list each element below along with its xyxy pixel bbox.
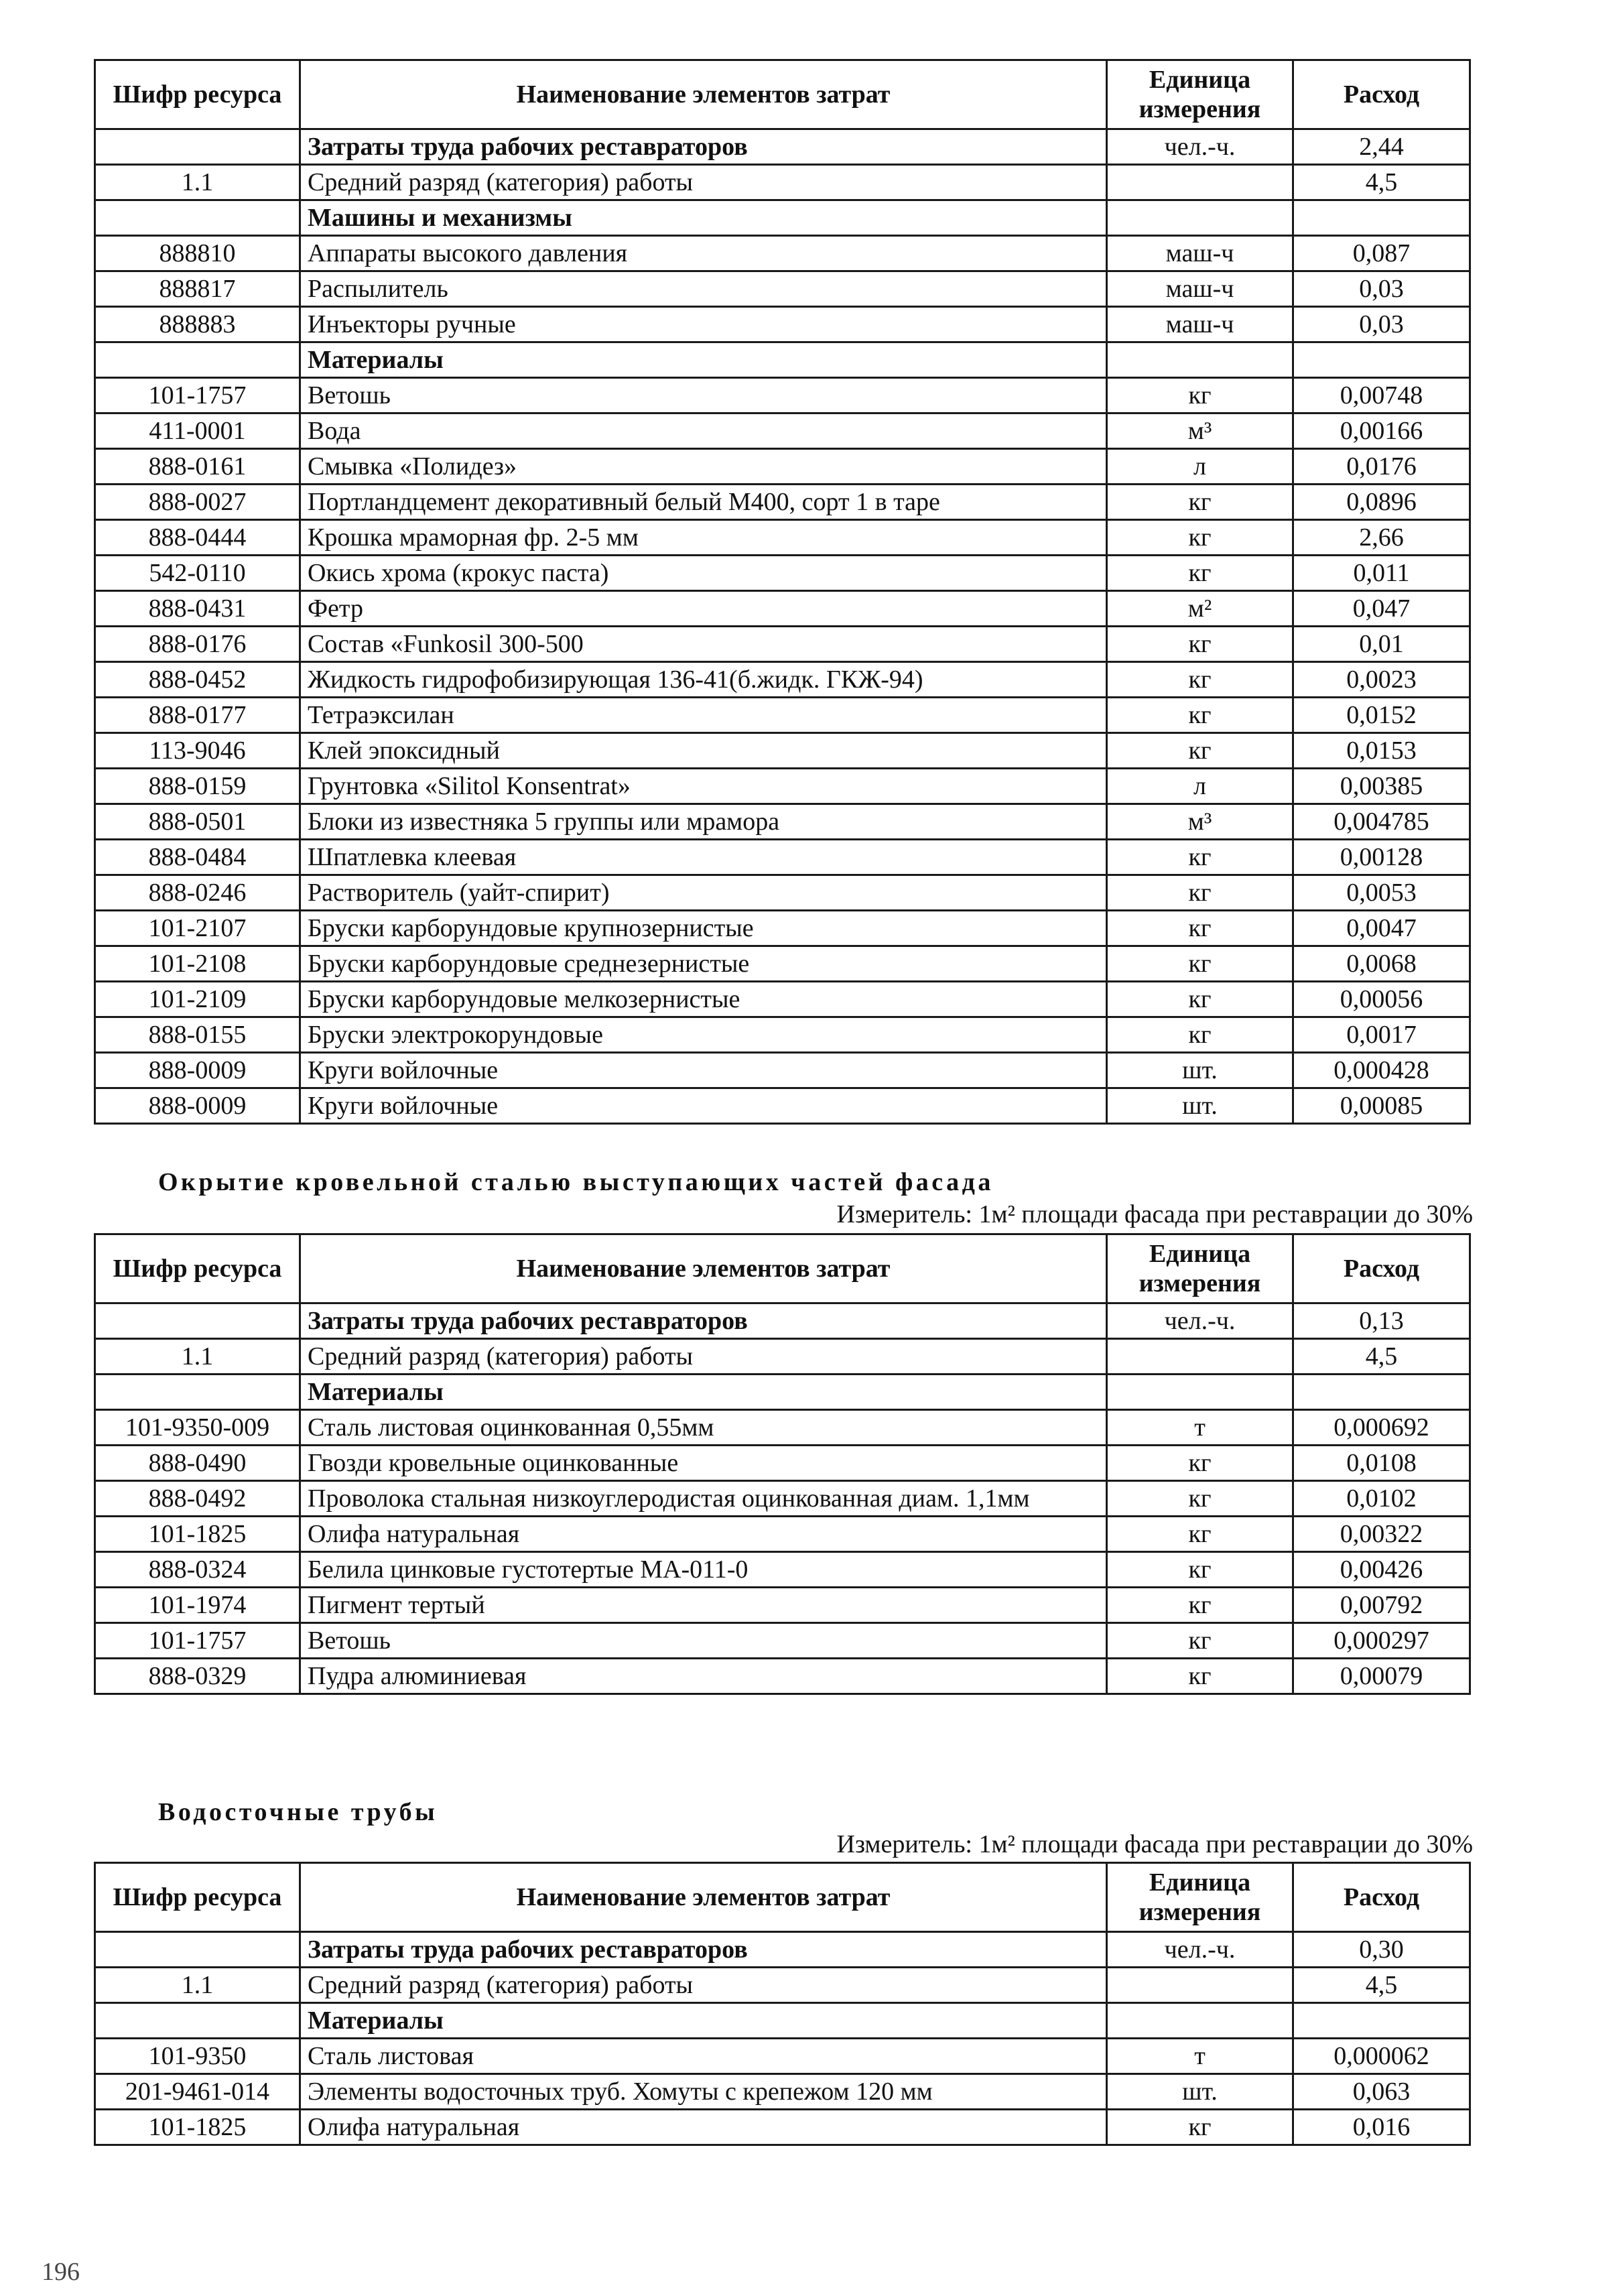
resource-code-cell: 542-0110: [95, 556, 300, 591]
unit-cell: [1107, 200, 1293, 236]
consumption-cell: 0,004785: [1293, 804, 1470, 840]
resource-code-cell: 101-9350: [95, 2039, 300, 2074]
resource-code-cell: 101-2108: [95, 946, 300, 982]
table-row: [95, 1017, 1470, 1053]
consumption-cell: 0,00748: [1293, 378, 1470, 413]
table-row: [95, 378, 1470, 413]
consumption-cell: 2,44: [1293, 129, 1470, 165]
resource-code-cell: 888-0161: [95, 449, 300, 485]
section-measure-roofing: Измеритель: 1м² площади фасада при реставрации до 30%: [836, 1200, 1473, 1228]
item-name-cell: Блоки из известняка 5 группы или мрамора: [300, 804, 1107, 840]
resource-code-cell: 1.1: [95, 165, 300, 200]
table-row: [95, 2074, 1470, 2110]
resource-code-cell: 888810: [95, 236, 300, 271]
resource-code-cell: 101-1974: [95, 1588, 300, 1623]
resource-code-cell: 888-0492: [95, 1481, 300, 1517]
page-number: 196: [42, 2258, 80, 2286]
resource-code-cell: 888-0155: [95, 1017, 300, 1053]
resource-code-cell: [95, 2003, 300, 2039]
item-name-cell: Жидкость гидрофобизирующая 136-41(б.жидк. ГКЖ-94): [300, 662, 1107, 698]
header-name: Наименование элементов затрат: [300, 60, 1107, 129]
consumption-cell: 0,0153: [1293, 733, 1470, 769]
resource-code-cell: 411-0001: [95, 413, 300, 449]
section-title-drainpipes: Водосточные трубы: [158, 1798, 438, 1826]
table-row: [95, 875, 1470, 911]
resource-code-cell: 888-0159: [95, 769, 300, 804]
consumption-cell: 0,00792: [1293, 1588, 1470, 1623]
item-name-cell: Бруски электрокорундовые: [300, 1017, 1107, 1053]
item-name-cell: Тетраэксилан: [300, 698, 1107, 733]
consumption-cell: [1293, 1375, 1470, 1410]
header-name: Наименование элементов затрат: [300, 1863, 1107, 1932]
resource-code-cell: [95, 129, 300, 165]
item-name-cell: Затраты труда рабочих реставраторов: [300, 129, 1107, 165]
resource-code-cell: 888817: [95, 271, 300, 307]
item-name-cell: Затраты труда рабочих реставраторов: [300, 1932, 1107, 1968]
table-row: [95, 911, 1470, 946]
section-row: [95, 1375, 1470, 1410]
table-row: [95, 271, 1470, 307]
item-name-cell: Сталь листовая: [300, 2039, 1107, 2074]
unit-cell: [1107, 1375, 1293, 1410]
consumption-cell: 0,00128: [1293, 840, 1470, 875]
unit-cell: [1107, 342, 1293, 378]
unit-cell: т: [1107, 2039, 1293, 2074]
resource-code-cell: 888-0246: [95, 875, 300, 911]
section-row: [95, 342, 1470, 378]
consumption-cell: 0,011: [1293, 556, 1470, 591]
table-row: [95, 165, 1470, 200]
table-row: [95, 769, 1470, 804]
table-row: [95, 591, 1470, 627]
item-name-cell: Материалы: [300, 2003, 1107, 2039]
resource-code-cell: 1.1: [95, 1968, 300, 2003]
unit-cell: шт.: [1107, 1053, 1293, 1088]
resource-code-cell: 888-0484: [95, 840, 300, 875]
unit-cell: кг: [1107, 662, 1293, 698]
resource-code-cell: 888883: [95, 307, 300, 342]
unit-cell: кг: [1107, 875, 1293, 911]
section-measure-drainpipes: Измеритель: 1м² площади фасада при реставрации до 30%: [836, 1830, 1473, 1858]
table-row: [95, 840, 1470, 875]
resource-code-cell: [95, 342, 300, 378]
resource-code-cell: 888-0027: [95, 485, 300, 520]
item-name-cell: Растворитель (уайт-спирит): [300, 875, 1107, 911]
unit-cell: шт.: [1107, 2074, 1293, 2110]
section-row: [95, 1303, 1470, 1339]
consumption-cell: 0,00085: [1293, 1088, 1470, 1124]
resource-code-cell: [95, 1375, 300, 1410]
resource-code-cell: 888-0176: [95, 627, 300, 662]
unit-cell: кг: [1107, 1446, 1293, 1481]
unit-cell: [1107, 1339, 1293, 1375]
table-row: [95, 1968, 1470, 2003]
unit-cell: маш-ч: [1107, 307, 1293, 342]
consumption-cell: [1293, 2003, 1470, 2039]
item-name-cell: Инъекторы ручные: [300, 307, 1107, 342]
unit-cell: кг: [1107, 1659, 1293, 1694]
consumption-cell: 0,000692: [1293, 1410, 1470, 1446]
table-row: [95, 1623, 1470, 1659]
consumption-cell: [1293, 200, 1470, 236]
header-qty: Расход: [1293, 1234, 1470, 1303]
resource-code-cell: [95, 1303, 300, 1339]
header-unit: Единица измерения: [1107, 60, 1293, 129]
resource-code-cell: 888-0444: [95, 520, 300, 556]
resource-code-cell: 101-1757: [95, 1623, 300, 1659]
consumption-cell: 4,5: [1293, 165, 1470, 200]
resource-code-cell: [95, 200, 300, 236]
unit-cell: [1107, 1968, 1293, 2003]
consumption-cell: 0,000297: [1293, 1623, 1470, 1659]
table-row: [95, 556, 1470, 591]
unit-cell: т: [1107, 1410, 1293, 1446]
item-name-cell: Машины и механизмы: [300, 200, 1107, 236]
consumption-cell: 0,00385: [1293, 769, 1470, 804]
unit-cell: кг: [1107, 627, 1293, 662]
item-name-cell: Крошка мраморная фр. 2-5 мм: [300, 520, 1107, 556]
table-row: [95, 1053, 1470, 1088]
table-row: [95, 2110, 1470, 2145]
unit-cell: кг: [1107, 1017, 1293, 1053]
consumption-cell: 0,00166: [1293, 413, 1470, 449]
item-name-cell: Пигмент тертый: [300, 1588, 1107, 1623]
consumption-cell: 4,5: [1293, 1339, 1470, 1375]
unit-cell: кг: [1107, 1552, 1293, 1588]
consumption-cell: 0,00079: [1293, 1659, 1470, 1694]
consumption-cell: 2,66: [1293, 520, 1470, 556]
item-name-cell: Портландцемент декоративный белый М400, сорт 1 в таре: [300, 485, 1107, 520]
unit-cell: кг: [1107, 520, 1293, 556]
unit-cell: м³: [1107, 804, 1293, 840]
table-row: [95, 1410, 1470, 1446]
item-name-cell: Вода: [300, 413, 1107, 449]
unit-cell: кг: [1107, 1481, 1293, 1517]
header-code: Шифр ресурса: [95, 1863, 300, 1932]
item-name-cell: Круги войлочные: [300, 1053, 1107, 1088]
item-name-cell: Бруски карборундовые среднезернистые: [300, 946, 1107, 982]
item-name-cell: Ветошь: [300, 1623, 1107, 1659]
table-row: [95, 1517, 1470, 1552]
table-row: [95, 520, 1470, 556]
unit-cell: кг: [1107, 982, 1293, 1017]
section-row: [95, 2003, 1470, 2039]
unit-cell: кг: [1107, 840, 1293, 875]
consumption-cell: 0,0896: [1293, 485, 1470, 520]
consumption-cell: 4,5: [1293, 1968, 1470, 2003]
unit-cell: кг: [1107, 698, 1293, 733]
consumption-cell: 0,0017: [1293, 1017, 1470, 1053]
table-row: [95, 449, 1470, 485]
resource-code-cell: 888-0490: [95, 1446, 300, 1481]
table-resources-2: [94, 1233, 1471, 1695]
item-name-cell: Материалы: [300, 1375, 1107, 1410]
unit-cell: м³: [1107, 413, 1293, 449]
header-code: Шифр ресурса: [95, 60, 300, 129]
consumption-cell: 0,0152: [1293, 698, 1470, 733]
consumption-cell: 0,0108: [1293, 1446, 1470, 1481]
unit-cell: кг: [1107, 1623, 1293, 1659]
consumption-cell: 0,00322: [1293, 1517, 1470, 1552]
consumption-cell: 0,0023: [1293, 662, 1470, 698]
resource-code-cell: 201-9461-014: [95, 2074, 300, 2110]
item-name-cell: Фетр: [300, 591, 1107, 627]
item-name-cell: Пудра алюминиевая: [300, 1659, 1107, 1694]
unit-cell: маш-ч: [1107, 271, 1293, 307]
resource-code-cell: 101-2109: [95, 982, 300, 1017]
item-name-cell: Состав «Funkosil 300-500: [300, 627, 1107, 662]
item-name-cell: Грунтовка «Silitol Konsentrat»: [300, 769, 1107, 804]
consumption-cell: 0,000428: [1293, 1053, 1470, 1088]
item-name-cell: Материалы: [300, 342, 1107, 378]
header-name: Наименование элементов затрат: [300, 1234, 1107, 1303]
unit-cell: шт.: [1107, 1088, 1293, 1124]
consumption-cell: 0,063: [1293, 2074, 1470, 2110]
unit-cell: л: [1107, 449, 1293, 485]
item-name-cell: Бруски карборундовые мелкозернистые: [300, 982, 1107, 1017]
table-row: [95, 1659, 1470, 1694]
consumption-cell: [1293, 342, 1470, 378]
item-name-cell: Шпатлевка клеевая: [300, 840, 1107, 875]
header-unit: Единица измерения: [1107, 1863, 1293, 1932]
table-row: [95, 236, 1470, 271]
unit-cell: чел.-ч.: [1107, 129, 1293, 165]
unit-cell: кг: [1107, 1588, 1293, 1623]
consumption-cell: 0,00426: [1293, 1552, 1470, 1588]
unit-cell: чел.-ч.: [1107, 1932, 1293, 1968]
consumption-cell: 0,0053: [1293, 875, 1470, 911]
consumption-cell: 0,016: [1293, 2110, 1470, 2145]
consumption-cell: 0,03: [1293, 271, 1470, 307]
item-name-cell: Окись хрома (крокус паста): [300, 556, 1107, 591]
item-name-cell: Средний разряд (категория) работы: [300, 1968, 1107, 2003]
resource-code-cell: 888-0009: [95, 1088, 300, 1124]
table-row: [95, 733, 1470, 769]
unit-cell: кг: [1107, 378, 1293, 413]
item-name-cell: Бруски карборундовые крупнозернистые: [300, 911, 1107, 946]
consumption-cell: 0,047: [1293, 591, 1470, 627]
section-title-roofing: Окрытие кровельной сталью выступающих частей фасада: [158, 1168, 994, 1196]
table-row: [95, 627, 1470, 662]
unit-cell: м²: [1107, 591, 1293, 627]
unit-cell: кг: [1107, 485, 1293, 520]
unit-cell: кг: [1107, 1517, 1293, 1552]
item-name-cell: Олифа натуральная: [300, 1517, 1107, 1552]
item-name-cell: Смывка «Полидез»: [300, 449, 1107, 485]
unit-cell: чел.-ч.: [1107, 1303, 1293, 1339]
unit-cell: маш-ч: [1107, 236, 1293, 271]
item-name-cell: Элементы водосточных труб. Хомуты с крепежом 120 мм: [300, 2074, 1107, 2110]
section-row: [95, 129, 1470, 165]
resource-code-cell: 888-0324: [95, 1552, 300, 1588]
unit-cell: кг: [1107, 556, 1293, 591]
resource-code-cell: 101-2107: [95, 911, 300, 946]
unit-cell: кг: [1107, 911, 1293, 946]
consumption-cell: 0,0176: [1293, 449, 1470, 485]
table-row: [95, 413, 1470, 449]
header-qty: Расход: [1293, 1863, 1470, 1932]
resource-code-cell: 888-0009: [95, 1053, 300, 1088]
unit-cell: кг: [1107, 946, 1293, 982]
header-code: Шифр ресурса: [95, 1234, 300, 1303]
item-name-cell: Гвозди кровельные оцинкованные: [300, 1446, 1107, 1481]
table-row: [95, 982, 1470, 1017]
item-name-cell: Сталь листовая оцинкованная 0,55мм: [300, 1410, 1107, 1446]
consumption-cell: 0,087: [1293, 236, 1470, 271]
resource-code-cell: [95, 1932, 300, 1968]
resource-code-cell: 113-9046: [95, 733, 300, 769]
table-resources-1: [94, 59, 1471, 1125]
section-row: [95, 200, 1470, 236]
item-name-cell: Ветошь: [300, 378, 1107, 413]
table-row: [95, 1481, 1470, 1517]
item-name-cell: Аппараты высокого давления: [300, 236, 1107, 271]
table-row: [95, 2039, 1470, 2074]
consumption-cell: 0,00056: [1293, 982, 1470, 1017]
consumption-cell: 0,30: [1293, 1932, 1470, 1968]
item-name-cell: Средний разряд (категория) работы: [300, 1339, 1107, 1375]
table-row: [95, 698, 1470, 733]
resource-code-cell: 101-1825: [95, 2110, 300, 2145]
header-unit: Единица измерения: [1107, 1234, 1293, 1303]
item-name-cell: Распылитель: [300, 271, 1107, 307]
table-row: [95, 1446, 1470, 1481]
resource-code-cell: 888-0177: [95, 698, 300, 733]
unit-cell: [1107, 165, 1293, 200]
item-name-cell: Олифа натуральная: [300, 2110, 1107, 2145]
resource-code-cell: 1.1: [95, 1339, 300, 1375]
table-resources-3: [94, 1862, 1471, 2146]
resource-code-cell: 101-1825: [95, 1517, 300, 1552]
table-row: [95, 1339, 1470, 1375]
table-row: [95, 307, 1470, 342]
unit-cell: кг: [1107, 2110, 1293, 2145]
resource-code-cell: 888-0329: [95, 1659, 300, 1694]
table-row: [95, 1552, 1470, 1588]
table-row: [95, 804, 1470, 840]
resource-code-cell: 101-9350-009: [95, 1410, 300, 1446]
item-name-cell: Проволока стальная низкоуглеродистая оцинкованная диам. 1,1мм: [300, 1481, 1107, 1517]
consumption-cell: 0,13: [1293, 1303, 1470, 1339]
item-name-cell: Затраты труда рабочих реставраторов: [300, 1303, 1107, 1339]
unit-cell: кг: [1107, 733, 1293, 769]
table-row: [95, 1088, 1470, 1124]
item-name-cell: Круги войлочные: [300, 1088, 1107, 1124]
consumption-cell: 0,0068: [1293, 946, 1470, 982]
consumption-cell: 0,03: [1293, 307, 1470, 342]
unit-cell: л: [1107, 769, 1293, 804]
resource-code-cell: 888-0431: [95, 591, 300, 627]
consumption-cell: 0,01: [1293, 627, 1470, 662]
section-row: [95, 1932, 1470, 1968]
item-name-cell: Клей эпоксидный: [300, 733, 1107, 769]
header-qty: Расход: [1293, 60, 1470, 129]
consumption-cell: 0,000062: [1293, 2039, 1470, 2074]
table-row: [95, 1588, 1470, 1623]
consumption-cell: 0,0047: [1293, 911, 1470, 946]
resource-code-cell: 101-1757: [95, 378, 300, 413]
table-row: [95, 946, 1470, 982]
resource-code-cell: 888-0501: [95, 804, 300, 840]
item-name-cell: Белила цинковые густотертые МА-011-0: [300, 1552, 1107, 1588]
consumption-cell: 0,0102: [1293, 1481, 1470, 1517]
item-name-cell: Средний разряд (категория) работы: [300, 165, 1107, 200]
unit-cell: [1107, 2003, 1293, 2039]
table-row: [95, 662, 1470, 698]
resource-code-cell: 888-0452: [95, 662, 300, 698]
table-row: [95, 485, 1470, 520]
